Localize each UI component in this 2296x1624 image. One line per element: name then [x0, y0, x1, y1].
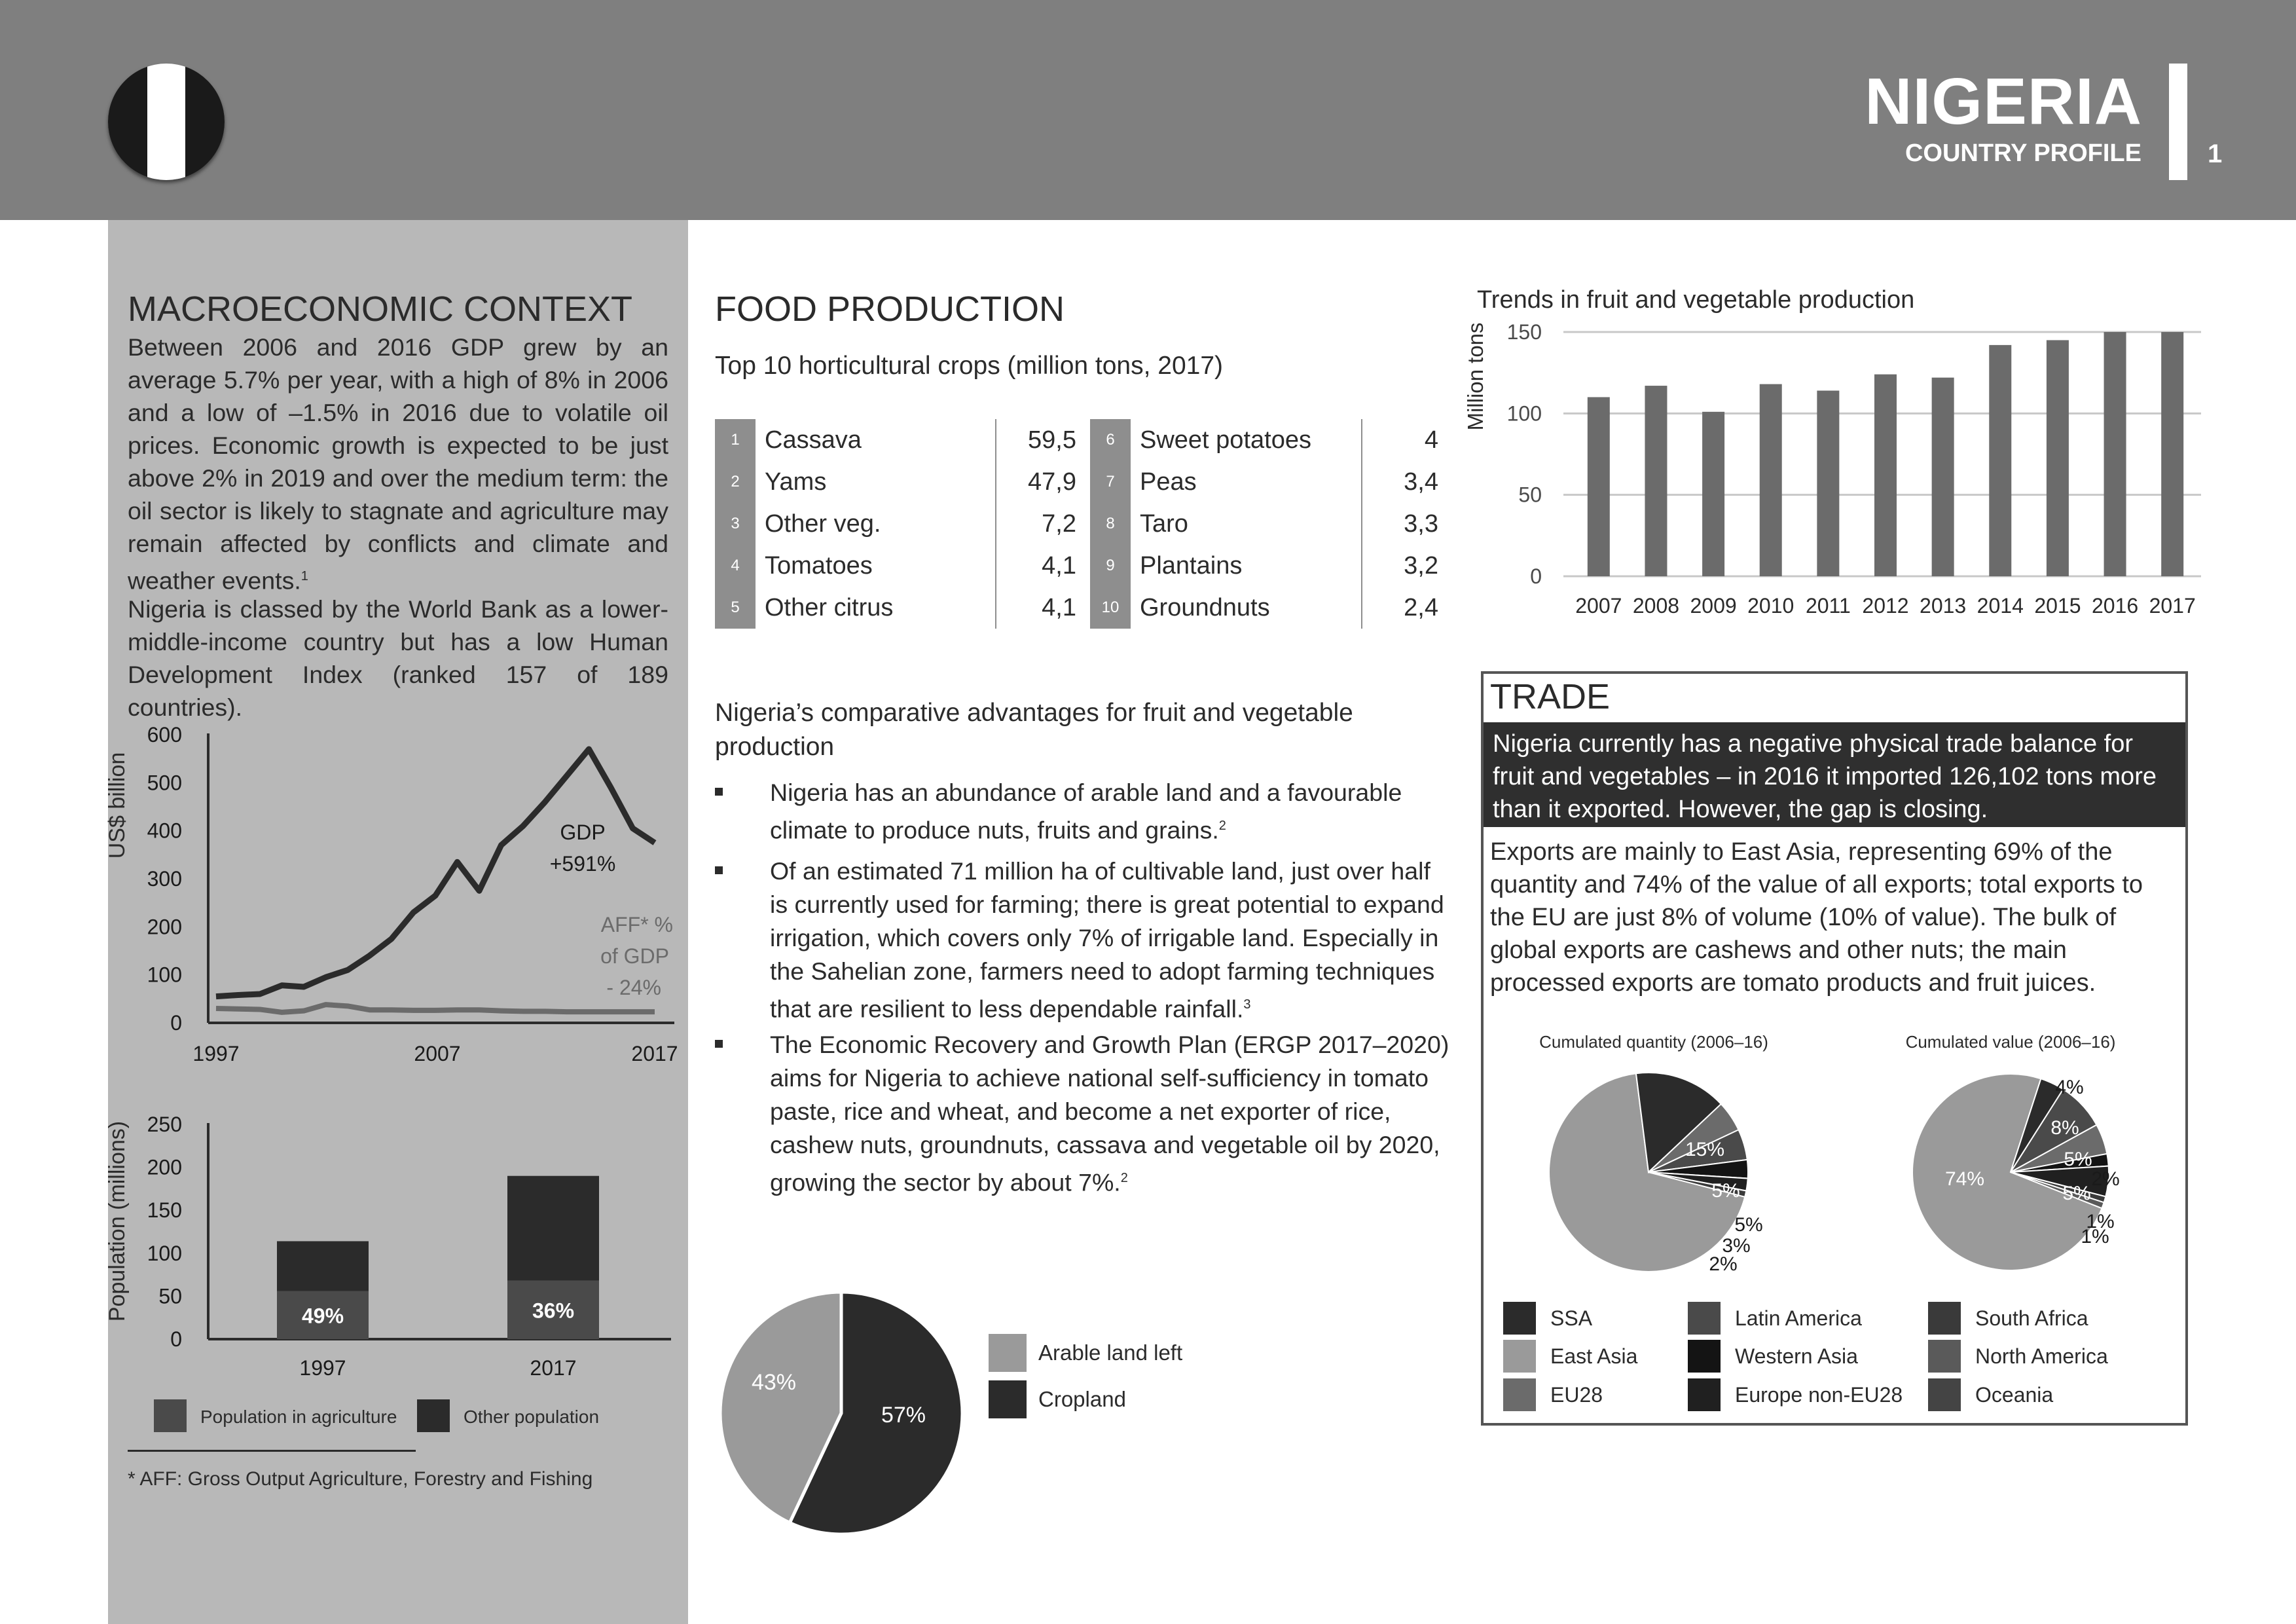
- crop-value: 2,4: [1404, 594, 1438, 621]
- legend-label: Western Asia: [1735, 1344, 1858, 1368]
- trends-xtick: 2013: [1920, 594, 1967, 618]
- crop-name: Groundnuts: [1140, 594, 1270, 621]
- trade-body: Exports are mainly to East Asia, representing 69% of the quantity and 74% of the value of all exports; total exports to the EU are just 8% of volume (10% of value). The bulk of global exports are cashews and other nuts; the main processed exports are tomato products and fruit juices.: [1490, 838, 2143, 997]
- legend-swatch: [1503, 1302, 1536, 1335]
- trends-ylabel: Million tons: [1463, 322, 1487, 431]
- trends-bar: [1989, 345, 2011, 576]
- crop-value: 3,4: [1404, 468, 1438, 496]
- crop-rank: 2: [715, 461, 756, 503]
- crop-value: 4,1: [1042, 594, 1076, 621]
- land-pie-label-arable: 43%: [751, 1370, 797, 1395]
- gdp-xtick-1997: 1997: [192, 1042, 240, 1065]
- pop-legend-other-label: Other population: [464, 1407, 600, 1427]
- crop-name: Other citrus: [765, 594, 894, 621]
- gdp-ytick: 300: [147, 867, 182, 891]
- trends-bar: [1932, 378, 1954, 576]
- trade-title: TRADE: [1490, 677, 1611, 716]
- crop-name: Peas: [1140, 468, 1197, 496]
- legend-swatch: [1503, 1340, 1536, 1373]
- gdp-ytick: 0: [170, 1011, 182, 1035]
- crop-name: Plantains: [1140, 552, 1243, 580]
- legend-swatch: [1688, 1302, 1721, 1335]
- aff-annotation-3: - 24%: [606, 976, 661, 999]
- land-pie-label-cropland: 57%: [881, 1403, 926, 1428]
- legend-swatch: [1688, 1340, 1721, 1373]
- gdp-ylabel: US$ billion: [105, 752, 130, 859]
- land-legend-cropland-swatch: [989, 1380, 1027, 1418]
- pop-ytick: 250: [147, 1113, 182, 1136]
- crop-name: Cassava: [765, 426, 862, 454]
- macro-paragraph-2: Nigeria is classed by the World Bank as a lower-middle-income country but has a low Human Development Index (ranked 157 of 189 countries).: [128, 595, 668, 721]
- crop-row: [715, 461, 1082, 503]
- pop-ytick: 150: [147, 1198, 182, 1223]
- pie2-title: Cumulated value (2006–16): [1905, 1032, 2116, 1052]
- footnote-rule: [128, 1450, 416, 1452]
- trends-xtick: 2015: [2034, 594, 2081, 618]
- pop-ylabel: Population (millions): [105, 1120, 130, 1322]
- nigeria-flag-icon: [108, 64, 225, 180]
- pie1-title: Cumulated quantity (2006–16): [1539, 1032, 1768, 1052]
- crop-value: 4: [1424, 426, 1438, 454]
- legend-swatch: [1928, 1302, 1961, 1335]
- trade-pie2-label: 2%: [2091, 1168, 2120, 1190]
- pop-bar-other: [277, 1241, 369, 1291]
- crop-name: Sweet potatoes: [1140, 426, 1311, 454]
- trends-xtick: 2008: [1632, 594, 1680, 618]
- crop-row: [1090, 587, 1457, 629]
- crop-rank: 4: [715, 545, 756, 587]
- crop-rank: 7: [1090, 461, 1131, 503]
- legend-label: Oceania: [1975, 1383, 2054, 1407]
- trade-pie1-label: 3%: [1722, 1235, 1751, 1257]
- trade-pie2-label: 5%: [2064, 1149, 2092, 1170]
- pop-legend-agri-swatch: [154, 1399, 187, 1432]
- legend-label: Latin America: [1735, 1306, 1862, 1330]
- crop-rank: 8: [1090, 503, 1131, 545]
- gdp-ytick: 200: [147, 915, 182, 939]
- gdp-line-chart: [105, 714, 694, 1080]
- trends-bar: [2047, 340, 2069, 576]
- country-title: NIGERIA: [1865, 65, 2142, 138]
- pop-xtick-2017: 2017: [530, 1356, 577, 1380]
- aff-annotation-1: AFF* %: [600, 913, 673, 936]
- macro-title: MACROECONOMIC CONTEXT: [128, 289, 633, 329]
- crop-value: 3,3: [1404, 510, 1438, 538]
- trade-pie1-label: 5%: [1734, 1214, 1763, 1236]
- pop-bar-pct: 49%: [301, 1304, 344, 1328]
- trade-pie2-label: 1%: [2081, 1226, 2109, 1247]
- pop-bar-pct: 36%: [532, 1299, 575, 1323]
- crop-value: 47,9: [1028, 468, 1076, 496]
- trends-xtick: 2017: [2149, 594, 2196, 618]
- crops-table-title: Top 10 horticultural crops (million tons, 2017): [715, 352, 1224, 380]
- trends-bar: [2104, 332, 2126, 576]
- trends-ytick: 150: [1506, 320, 1542, 344]
- trends-xtick: 2011: [1805, 594, 1851, 618]
- crop-value: 7,2: [1042, 510, 1076, 538]
- bullet-icon: [715, 866, 723, 874]
- trade-pie2-label: 4%: [2055, 1077, 2084, 1098]
- trends-bar: [1702, 412, 1724, 576]
- pop-bar-other: [507, 1176, 599, 1281]
- trends-bar: [1874, 375, 1897, 576]
- crop-value: 3,2: [1404, 552, 1438, 580]
- crop-name: Tomatoes: [765, 552, 873, 580]
- trends-bar: [1588, 397, 1610, 576]
- trade-pie2-label: 5%: [2062, 1183, 2091, 1204]
- land-legend-cropland-label: Cropland: [1038, 1387, 1126, 1411]
- aff-annotation-2: of GDP: [600, 944, 669, 968]
- pop-legend-other-swatch: [417, 1399, 450, 1432]
- pop-ytick: 50: [158, 1284, 182, 1308]
- gdp-annotation-1: GDP: [560, 821, 606, 844]
- gdp-xtick-2017: 2017: [631, 1042, 678, 1065]
- trade-pie1-label: 15%: [1685, 1139, 1725, 1160]
- legend-swatch: [1928, 1340, 1961, 1373]
- crop-name: Yams: [765, 468, 827, 496]
- trade-pie1-label: 2%: [1709, 1253, 1738, 1275]
- crop-row: [1090, 419, 1457, 461]
- trade-pie1-label: 69%: [1509, 1152, 1550, 1173]
- pop-ytick: 100: [147, 1241, 182, 1265]
- crop-value: 4,1: [1042, 552, 1076, 580]
- legend-label: SSA: [1550, 1306, 1593, 1330]
- crop-row: [715, 545, 1082, 587]
- gdp-xtick-2007: 2007: [414, 1042, 461, 1065]
- country-profile-subtitle: COUNTRY PROFILE: [1904, 139, 2141, 167]
- crop-row: [1090, 461, 1457, 503]
- crops-divider-2: [1361, 419, 1362, 629]
- legend-label: East Asia: [1550, 1344, 1638, 1368]
- trends-bar: [1817, 391, 1839, 576]
- trends-bar: [1760, 384, 1782, 576]
- trends-ytick: 100: [1506, 401, 1542, 426]
- gdp-ytick: 400: [147, 819, 182, 843]
- legend-label: South Africa: [1975, 1306, 2088, 1330]
- legend-label: EU28: [1550, 1383, 1603, 1407]
- gdp-ytick: 100: [147, 963, 182, 987]
- crop-rank: 5: [715, 587, 756, 629]
- land-use-pie-chart: [714, 1283, 1303, 1545]
- trends-xtick: 2009: [1690, 594, 1737, 618]
- pop-legend-agri-label: Population in agriculture: [200, 1407, 397, 1427]
- gdp-annotation-2: +591%: [549, 852, 616, 876]
- legend-swatch: [1503, 1378, 1536, 1411]
- land-legend-arable-swatch: [989, 1334, 1027, 1372]
- crop-rank: 3: [715, 503, 756, 545]
- trade-pie-charts: [1484, 1022, 2184, 1283]
- pop-ytick: 200: [147, 1155, 182, 1179]
- crop-row: [715, 587, 1082, 629]
- gdp-ytick: 600: [147, 723, 182, 747]
- land-legend-arable-label: Arable land left: [1038, 1340, 1183, 1365]
- crops-divider-1: [995, 419, 996, 629]
- bullet-icon: [715, 1040, 723, 1048]
- crop-name: Other veg.: [765, 510, 881, 538]
- trends-bar: [1645, 386, 1667, 576]
- aff-footnote: * AFF: Gross Output Agriculture, Forestry and Fishing: [128, 1468, 593, 1490]
- bullet-icon: [715, 788, 723, 796]
- crop-rank: 6: [1090, 419, 1131, 461]
- food-production-title: FOOD PRODUCTION: [715, 289, 1065, 329]
- advantages-title: Nigeria’s comparative advantages for fruit and vegetable production: [715, 699, 1353, 761]
- trends-xtick: 2007: [1575, 594, 1622, 618]
- trends-bar: [2161, 332, 2183, 576]
- page-number: 1: [2208, 139, 2223, 168]
- legend-swatch: [1688, 1378, 1721, 1411]
- trends-xtick: 2016: [2091, 594, 2139, 618]
- trends-title: Trends in fruit and vegetable production: [1477, 286, 1915, 314]
- crop-row: [1090, 545, 1457, 587]
- legend-swatch: [1928, 1378, 1961, 1411]
- crop-value: 59,5: [1028, 426, 1076, 454]
- trends-bar-chart: [1460, 282, 2206, 635]
- pop-xtick-1997: 1997: [299, 1356, 346, 1380]
- crop-rank: 1: [715, 419, 756, 461]
- trade-pie2-label: 8%: [2050, 1117, 2079, 1139]
- aff-series-line: [216, 1005, 655, 1012]
- trends-xtick: 2012: [1862, 594, 1909, 618]
- trends-ytick: 0: [1530, 564, 1542, 588]
- gdp-ytick: 500: [147, 771, 182, 795]
- trade-pie1-label: 5%: [1711, 1180, 1740, 1202]
- header-divider: [2169, 64, 2187, 180]
- pop-ytick: 0: [170, 1327, 182, 1351]
- crop-row: [715, 503, 1082, 545]
- legend-label: Europe non-EU28: [1735, 1383, 1903, 1407]
- crop-rank: 9: [1090, 545, 1131, 587]
- crop-row: [1090, 503, 1457, 545]
- trade-pie2-label: 1%: [2086, 1211, 2115, 1232]
- population-bar-chart: [105, 1103, 694, 1444]
- trends-ytick: 50: [1518, 483, 1542, 507]
- crop-name: Taro: [1140, 510, 1188, 538]
- trends-xtick: 2014: [1977, 594, 2024, 618]
- header-band: [0, 0, 2296, 220]
- crop-row: [715, 419, 1082, 461]
- trade-highlight: Nigeria currently has a negative physical trade balance for fruit and vegetables – in 2016 it imported 126,102 tons more than it exported. However, the gap is closing.: [1484, 722, 2185, 827]
- crop-rank: 10: [1090, 587, 1131, 629]
- trends-xtick: 2010: [1747, 594, 1795, 618]
- legend-label: North America: [1975, 1344, 2108, 1368]
- trade-pie2-label: 74%: [1944, 1168, 1985, 1190]
- macro-paragraph-1: Between 2006 and 2016 GDP grew by an average 5.7% per year, with a high of 8% in 2006 and a low of –1.5% in 2016 due to volatile oil prices. Economic growth is expected to be just above 2% in 2019 and over the medium term: the oil sector is likely to stagnate and agriculture may remain affected by conflicts and climate and weather events.$^1$: [128, 333, 668, 595]
